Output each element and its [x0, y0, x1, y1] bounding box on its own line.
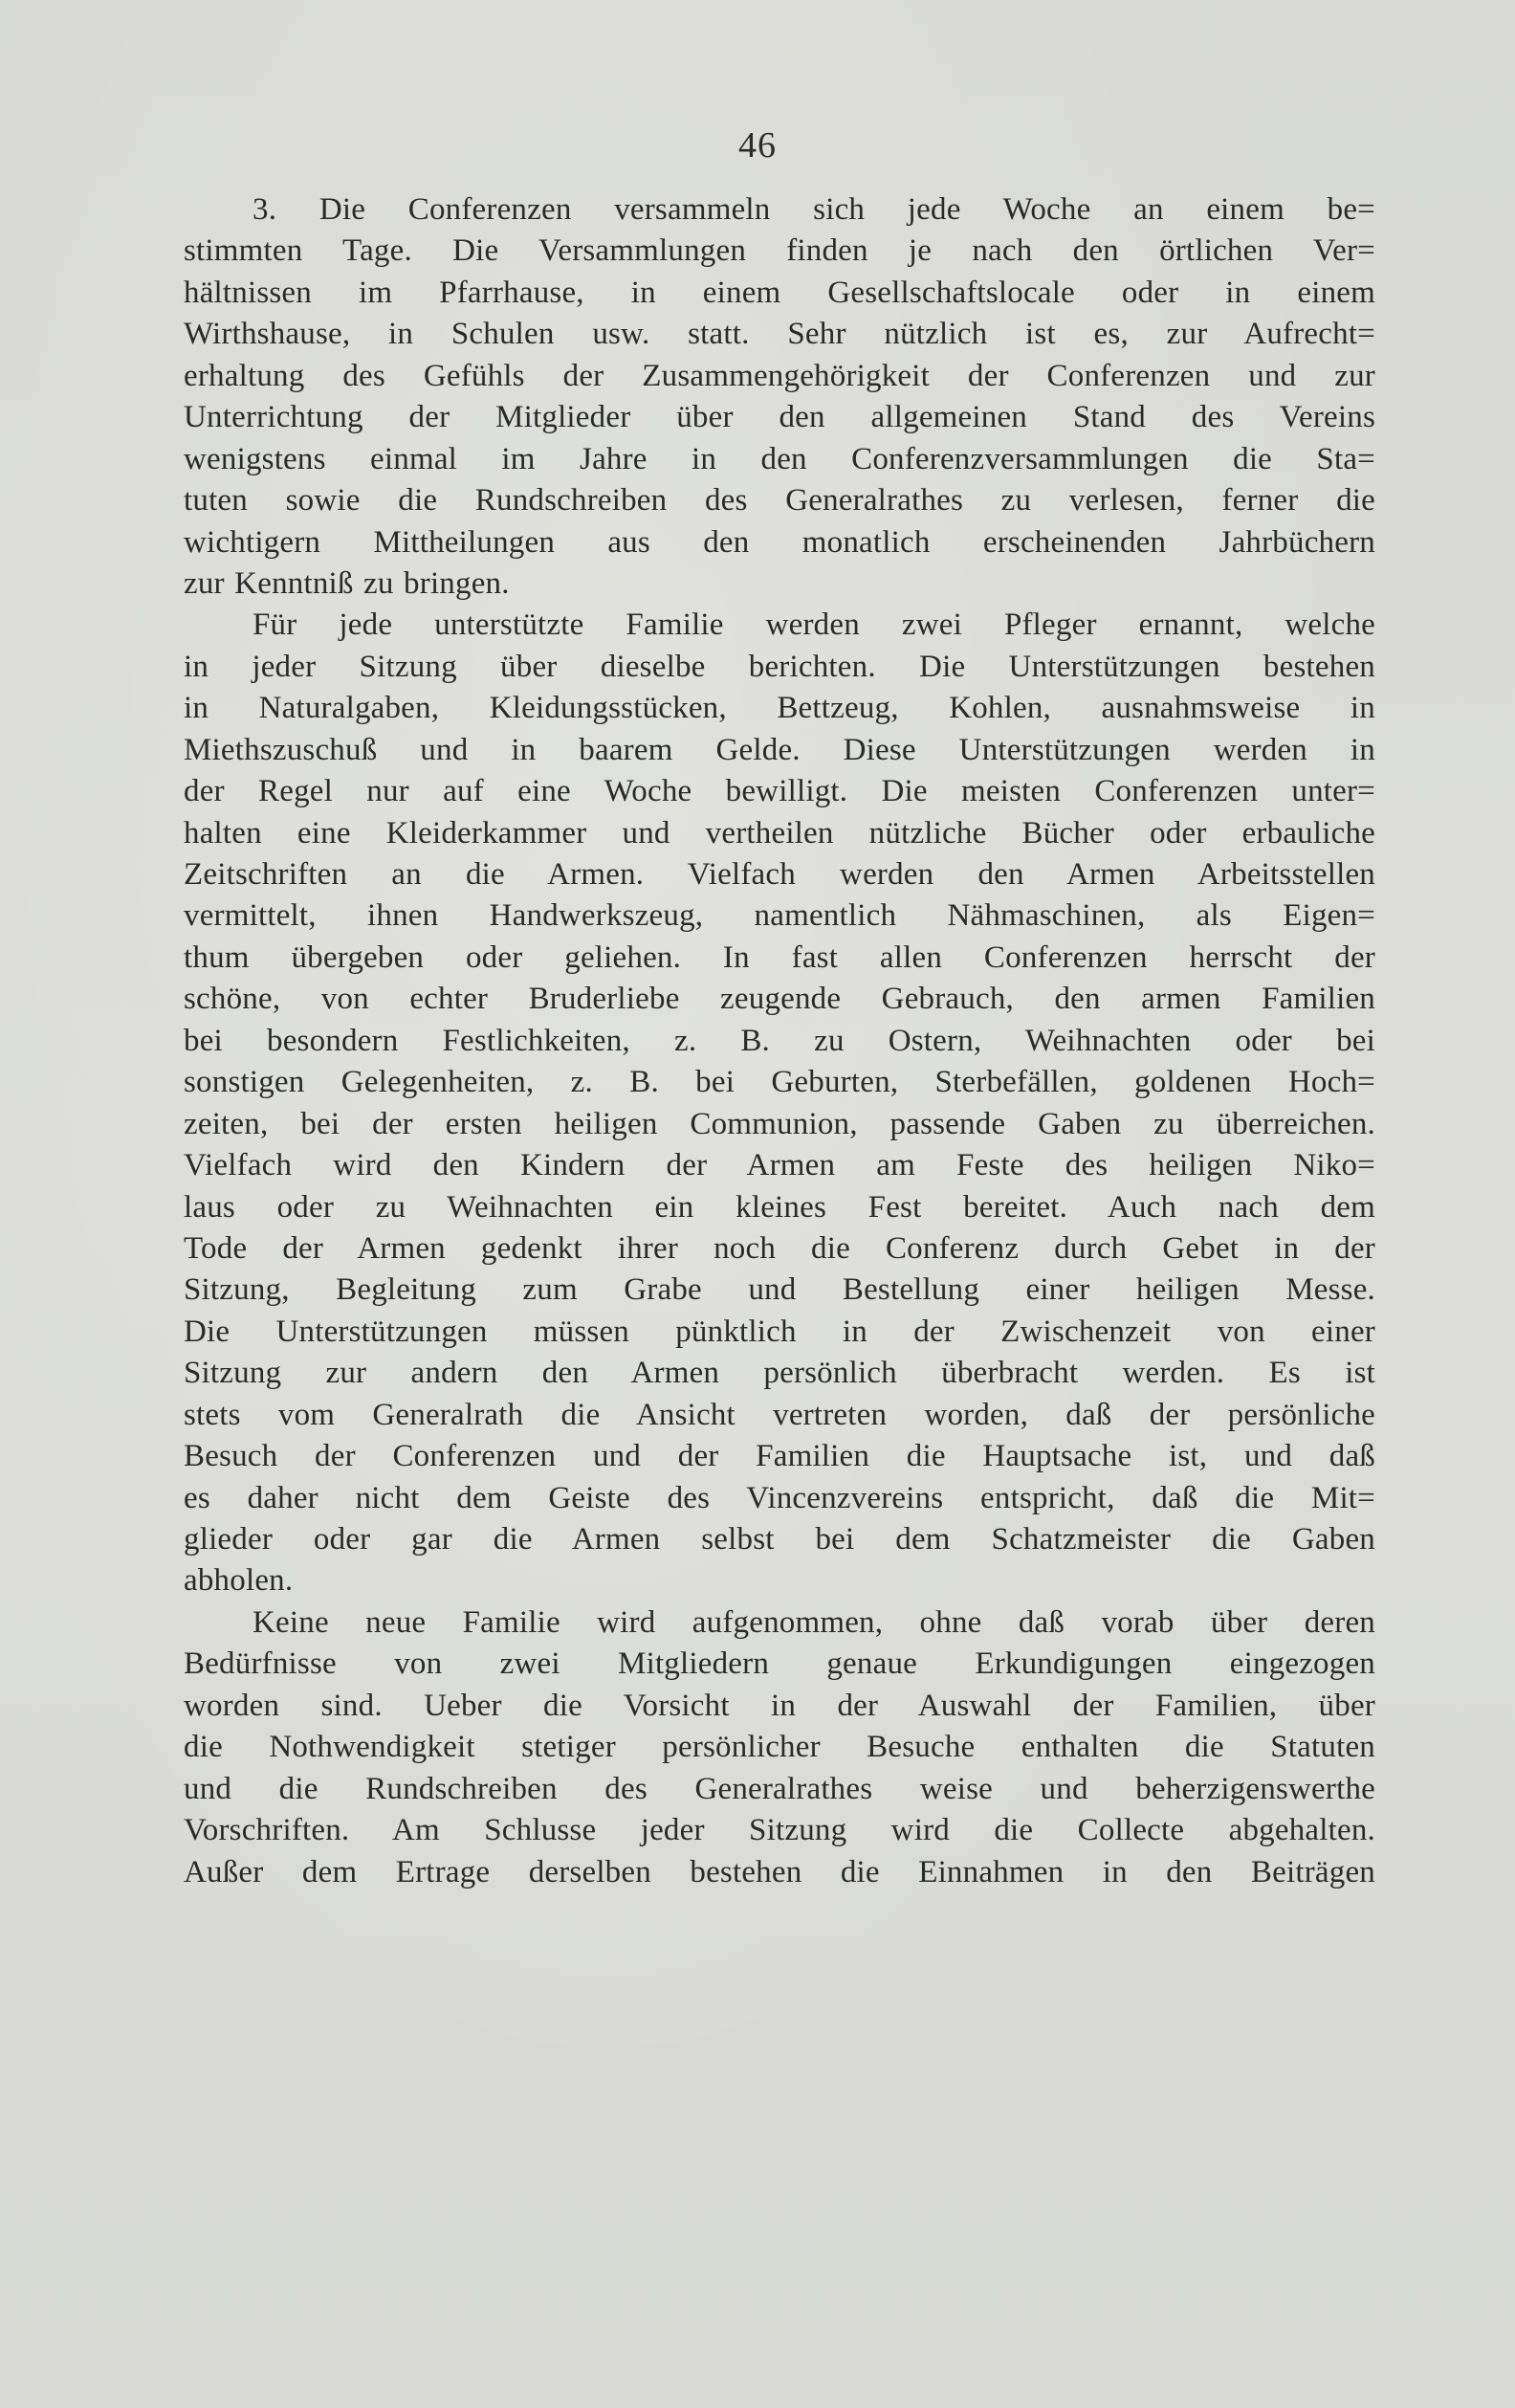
text-line: worden sind. Ueber die Vorsicht in der Auswahl der Familien, über	[184, 1688, 1375, 1723]
text-line: Die Unterstützungen müssen pünktlich in der Zwischenzeit von einer	[184, 1314, 1375, 1349]
text-line: Besuch der Conferenzen und der Familien die Hauptsache ist, und daß	[184, 1439, 1375, 1474]
text-line: Zeitschriften an die Armen. Vielfach werden den Armen Arbeitsstellen	[184, 857, 1375, 892]
body-text	[184, 189, 1375, 1893]
text-line: abholen.	[184, 1563, 294, 1599]
text-line: Keine neue Familie wird aufgenommen, ohne daß vorab über deren	[252, 1604, 1375, 1640]
text-line: laus oder zu Weihnachten ein kleines Fest bereitet. Auch nach dem	[184, 1189, 1375, 1225]
text-line: Bedürfnisse von zwei Mitgliedern genaue Erkundigungen eingezogen	[184, 1646, 1375, 1682]
text-line: Wirthshause, in Schulen usw. statt. Sehr nützlich ist es, zur Aufrecht=	[184, 317, 1375, 352]
text-line: in jeder Sitzung über dieselbe berichten. Die Unterstützungen bestehen	[184, 649, 1375, 684]
paragraph-new-families	[184, 1602, 1375, 1893]
text-line: erhaltung des Gefühls der Zusammengehörigkeit der Conferenzen und zur	[184, 358, 1375, 393]
paragraph-conferences-meetings	[184, 189, 1375, 605]
paragraph-family-support	[184, 605, 1375, 1602]
text-line: schöne, von echter Bruderliebe zeugende Gebrauch, den armen Familien	[184, 982, 1375, 1017]
text-line: thum übergeben oder geliehen. In fast allen Conferenzen herrscht der	[184, 939, 1375, 975]
text-line: Für jede unterstützte Familie werden zwei Pfleger ernannt, welche	[252, 608, 1375, 643]
text-line: Unterrichtung der Mitglieder über den allgemeinen Stand des Vereins	[184, 400, 1375, 435]
text-line: in Naturalgaben, Kleidungsstücken, Bettzeug, Kohlen, ausnahmsweise in	[184, 691, 1375, 726]
text-line: die Nothwendigkeit stetiger persönlicher Besuche enthalten die Statuten	[184, 1730, 1375, 1765]
text-line: Miethszuschuß und in baarem Gelde. Diese Unterstützungen werden in	[184, 732, 1375, 767]
text-line: zur Kenntniß zu bringen.	[184, 565, 510, 601]
text-line: wenigstens einmal im Jahre in den Conferenzversammlungen die Sta=	[184, 441, 1375, 476]
text-line: der Regel nur auf eine Woche bewilligt. Die meisten Conferenzen unter=	[184, 774, 1375, 809]
text-line: Vorschriften. Am Schlusse jeder Sitzung wird die Collecte abgehalten.	[184, 1813, 1375, 1848]
text-line: Vielfach wird den Kindern der Armen am Feste des heiligen Niko=	[184, 1148, 1375, 1183]
text-line: stimmten Tage. Die Versammlungen finden je nach den örtlichen Ver=	[184, 233, 1375, 269]
text-line: Sitzung, Begleitung zum Grabe und Bestellung einer heiligen Messe.	[184, 1272, 1375, 1308]
text-line: wichtigern Mittheilungen aus den monatlich erscheinenden Jahrbüchern	[184, 524, 1375, 560]
text-line: Tode der Armen gedenkt ihrer noch die Conferenz durch Gebet in der	[184, 1230, 1375, 1266]
text-line: tuten sowie die Rundschreiben des Generalrathes zu verlesen, ferner die	[184, 483, 1375, 519]
text-line: es daher nicht dem Geiste des Vincenzvereins entspricht, daß die Mit=	[184, 1480, 1375, 1515]
text-line: halten eine Kleiderkammer und vertheilen nützliche Bücher oder erbauliche	[184, 815, 1375, 851]
text-line: Sitzung zur andern den Armen persönlich überbracht werden. Es ist	[184, 1356, 1375, 1391]
text-line: stets vom Generalrath die Ansicht vertreten worden, daß der persönliche	[184, 1397, 1375, 1432]
text-line: hältnissen im Pfarrhause, in einem Gesellschaftslocale oder in einem	[184, 275, 1375, 310]
text-line: bei besondern Festlichkeiten, z. B. zu Ostern, Weihnachten oder bei	[184, 1023, 1375, 1058]
text-line: 3. Die Conferenzen versammeln sich jede Woche an einem be=	[252, 192, 1375, 227]
text-line: vermittelt, ihnen Handwerkszeug, namentlich Nähmaschinen, als Eigen=	[184, 898, 1375, 934]
page-number: 46	[738, 125, 777, 166]
text-line: zeiten, bei der ersten heiligen Communion, passende Gaben zu überreichen.	[184, 1106, 1375, 1141]
text-line: Außer dem Ertrage derselben bestehen die Einnahmen in den Beiträgen	[184, 1854, 1375, 1889]
text-line: sonstigen Gelegenheiten, z. B. bei Geburten, Sterbefällen, goldenen Hoch=	[184, 1065, 1375, 1100]
text-line: und die Rundschreiben des Generalrathes weise und beherzigenswerthe	[184, 1771, 1375, 1806]
text-line: glieder oder gar die Armen selbst bei dem Schatzmeister die Gaben	[184, 1522, 1375, 1557]
